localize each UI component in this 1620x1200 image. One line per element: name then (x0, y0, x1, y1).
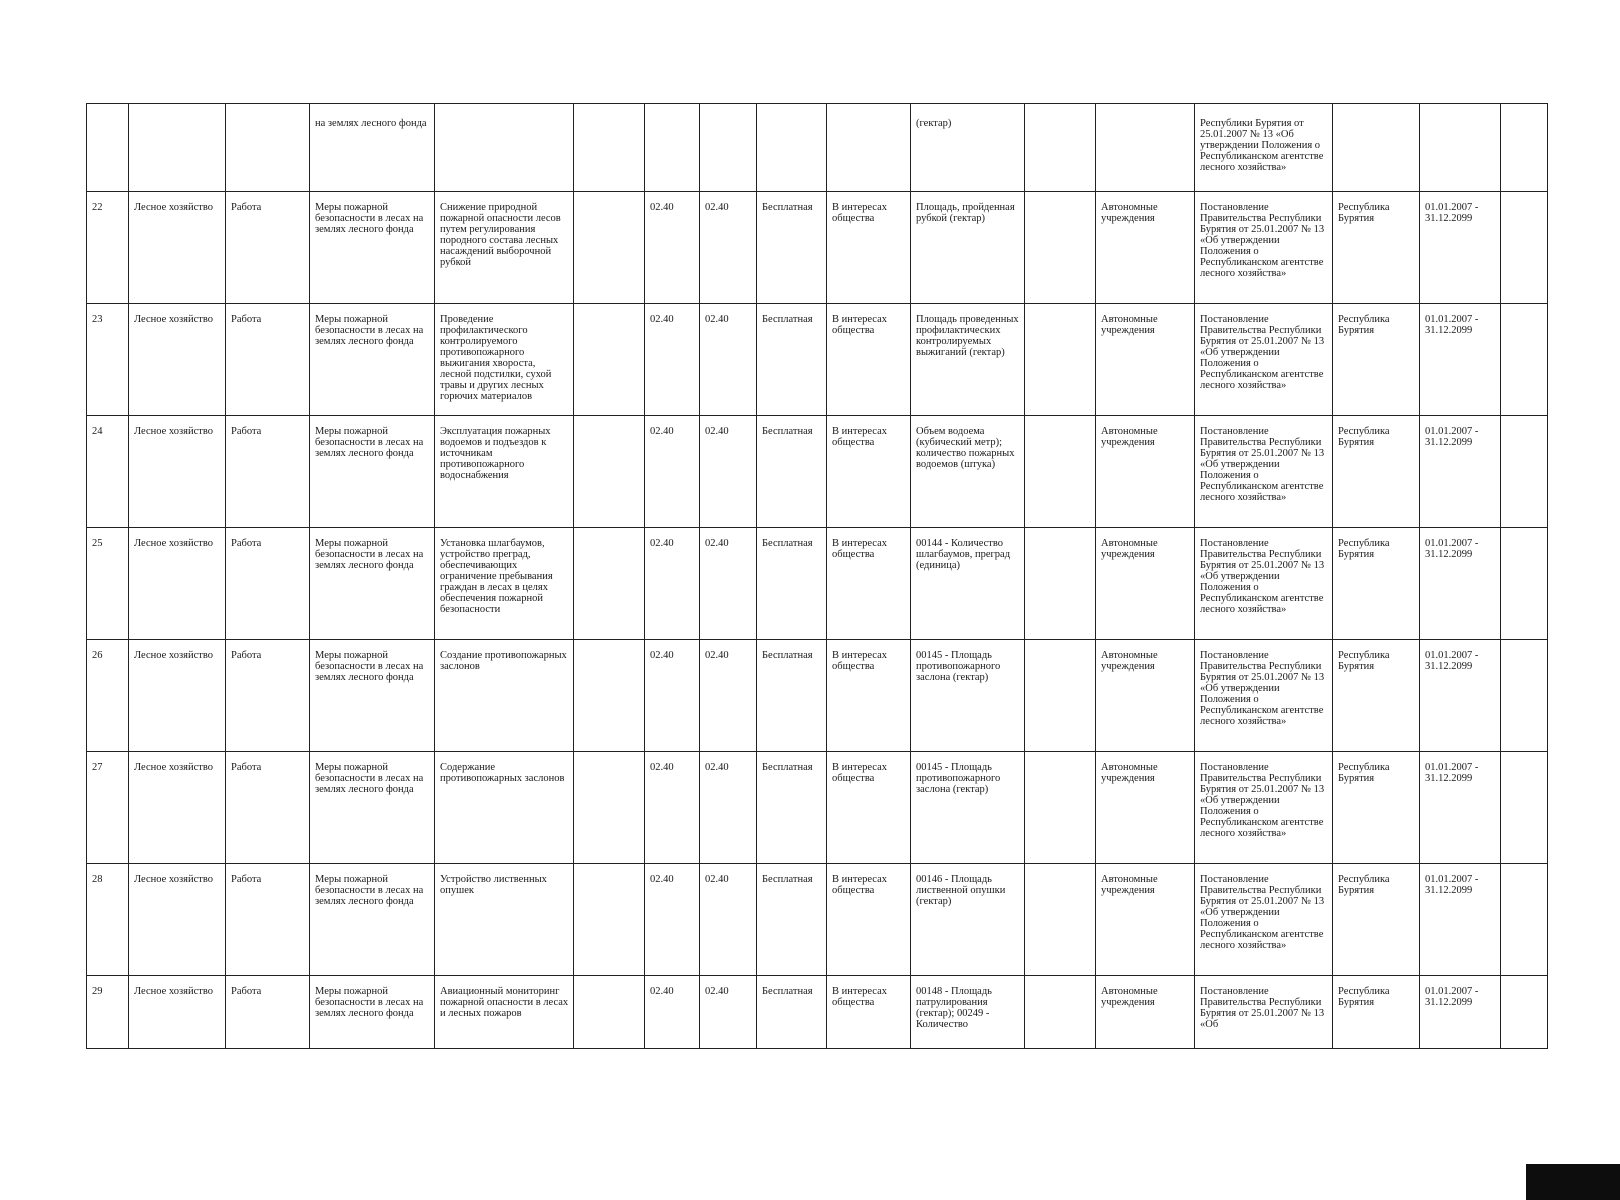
cell-institution: Автономные учреждения (1096, 528, 1195, 640)
cell-basis: Республики Бурятия от 25.01.2007 № 13 «Об утверждении Положения о Республиканском агентстве лесного хозяйства» (1195, 104, 1333, 192)
cell-interest: В интересах общества (827, 192, 911, 304)
cell-code2: 02.40 (700, 192, 757, 304)
cell-institution: Автономные учреждения (1096, 304, 1195, 416)
cell-empty (1501, 304, 1548, 416)
cell-sector: Лесное хозяйство (129, 528, 226, 640)
cell-kind: Работа (226, 864, 310, 976)
cell-name: Эксплуатация пожарных водоемов и подъездов к источникам противопожарного водоснабжения (435, 416, 574, 528)
cell-payment: Бесплатная (757, 640, 827, 752)
cell-interest: В интересах общества (827, 640, 911, 752)
cell-name: Создание противопожарных заслонов (435, 640, 574, 752)
cell-empty (574, 104, 645, 192)
cell-number: 25 (87, 528, 129, 640)
cell-code1: 02.40 (645, 304, 700, 416)
cell-kind: Работа (226, 528, 310, 640)
cell-empty (700, 104, 757, 192)
cell-group: Меры пожарной безопасности в лесах на землях лесного фонда (310, 864, 435, 976)
cell-indicator: 00146 - Площадь лиственной опушки (гектар) (911, 864, 1025, 976)
table-row (87, 976, 1548, 1049)
cell-period: 01.01.2007 - 31.12.2099 (1420, 976, 1501, 1049)
cell-period: 01.01.2007 - 31.12.2099 (1420, 192, 1501, 304)
cell-kind: Работа (226, 976, 310, 1049)
table-row (87, 864, 1548, 976)
cell-empty (1501, 752, 1548, 864)
cell-payment: Бесплатная (757, 528, 827, 640)
registry-table (86, 103, 1548, 1049)
cell-region: Республика Бурятия (1333, 976, 1420, 1049)
cell-number: 26 (87, 640, 129, 752)
cell-institution: Автономные учреждения (1096, 752, 1195, 864)
cell-basis: Постановление Правительства Республики Бурятия от 25.01.2007 № 13 «Об утверждении Положения о Республиканском агентстве лесного хозяйства» (1195, 192, 1333, 304)
cell-name: Проведение профилактического контролируемого противопожарного выжигания хвороста, лесной подстилки, сухой травы и других лесных горючих материалов (435, 304, 574, 416)
cell-payment: Бесплатная (757, 752, 827, 864)
cell-empty (1501, 976, 1548, 1049)
cell-institution: Автономные учреждения (1096, 864, 1195, 976)
cell-name: Устройство лиственных опушек (435, 864, 574, 976)
cell-period: 01.01.2007 - 31.12.2099 (1420, 528, 1501, 640)
cell-number: 22 (87, 192, 129, 304)
cell-period: 01.01.2007 - 31.12.2099 (1420, 304, 1501, 416)
cell-empty (226, 104, 310, 192)
cell-period: 01.01.2007 - 31.12.2099 (1420, 864, 1501, 976)
cell-number: 27 (87, 752, 129, 864)
table-row (87, 752, 1548, 864)
cell-basis: Постановление Правительства Республики Бурятия от 25.01.2007 № 13 «Об (1195, 976, 1333, 1049)
cell-name: Снижение природной пожарной опасности лесов путем регулирования породного состава лесных насаждений выборочной рубкой (435, 192, 574, 304)
cell-period: 01.01.2007 - 31.12.2099 (1420, 416, 1501, 528)
cell-period: 01.01.2007 - 31.12.2099 (1420, 640, 1501, 752)
cell-empty (1025, 192, 1096, 304)
cell-code2: 02.40 (700, 304, 757, 416)
cell-empty (1501, 104, 1548, 192)
cell-group: Меры пожарной безопасности в лесах на землях лесного фонда (310, 752, 435, 864)
cell-group: Меры пожарной безопасности в лесах на землях лесного фонда (310, 416, 435, 528)
cell-basis: Постановление Правительства Республики Бурятия от 25.01.2007 № 13 «Об утверждении Положения о Республиканском агентстве лесного хозяйства» (1195, 528, 1333, 640)
cell-code1: 02.40 (645, 864, 700, 976)
cell-basis: Постановление Правительства Республики Бурятия от 25.01.2007 № 13 «Об утверждении Положения о Республиканском агентстве лесного хозяйства» (1195, 752, 1333, 864)
cell-interest: В интересах общества (827, 864, 911, 976)
cell-name: Содержание противопожарных заслонов (435, 752, 574, 864)
cell-interest: В интересах общества (827, 416, 911, 528)
cell-payment: Бесплатная (757, 304, 827, 416)
scan-corner-mark (1526, 1164, 1620, 1200)
cell-institution: Автономные учреждения (1096, 416, 1195, 528)
table-row (87, 640, 1548, 752)
cell-indicator: 00148 - Площадь патрулирования (гектар); 00249 - Количество (911, 976, 1025, 1049)
cell-interest: В интересах общества (827, 752, 911, 864)
cell-code1: 02.40 (645, 640, 700, 752)
cell-empty (574, 416, 645, 528)
cell-empty (1501, 528, 1548, 640)
cell-group: Меры пожарной безопасности в лесах на землях лесного фонда (310, 976, 435, 1049)
cell-code1: 02.40 (645, 528, 700, 640)
cell-group: Меры пожарной безопасности в лесах на землях лесного фонда (310, 304, 435, 416)
cell-empty (1025, 640, 1096, 752)
cell-sector: Лесное хозяйство (129, 752, 226, 864)
table-row (87, 304, 1548, 416)
cell-sector: Лесное хозяйство (129, 304, 226, 416)
cell-code1: 02.40 (645, 416, 700, 528)
cell-region: Республика Бурятия (1333, 192, 1420, 304)
cell-empty (645, 104, 700, 192)
cell-number: 28 (87, 864, 129, 976)
cell-basis: Постановление Правительства Республики Бурятия от 25.01.2007 № 13 «Об утверждении Положения о Республиканском агентстве лесного хозяйства» (1195, 640, 1333, 752)
cell-region: Республика Бурятия (1333, 752, 1420, 864)
cell-interest: В интересах общества (827, 304, 911, 416)
cell-code1: 02.40 (645, 752, 700, 864)
cell-indicator: 00145 - Площадь противопожарного заслона (гектар) (911, 640, 1025, 752)
cell-indicator: 00144 - Количество шлагбаумов, преград (единица) (911, 528, 1025, 640)
cell-basis: Постановление Правительства Республики Бурятия от 25.01.2007 № 13 «Об утверждении Положения о Республиканском агентстве лесного хозяйства» (1195, 416, 1333, 528)
cell-kind: Работа (226, 416, 310, 528)
cell-empty (1025, 528, 1096, 640)
cell-basis: Постановление Правительства Республики Бурятия от 25.01.2007 № 13 «Об утверждении Положения о Республиканском агентстве лесного хозяйства» (1195, 304, 1333, 416)
cell-empty (1096, 104, 1195, 192)
cell-indicator: Объем водоема (кубический метр); количество пожарных водоемов (штука) (911, 416, 1025, 528)
cell-empty (757, 104, 827, 192)
cell-code1: 02.40 (645, 976, 700, 1049)
cell-sector: Лесное хозяйство (129, 864, 226, 976)
cell-empty (1501, 640, 1548, 752)
cell-empty (87, 104, 129, 192)
cell-empty (1025, 864, 1096, 976)
cell-payment: Бесплатная (757, 192, 827, 304)
table-row (87, 416, 1548, 528)
cell-code2: 02.40 (700, 752, 757, 864)
cell-empty (574, 640, 645, 752)
cell-empty (1501, 192, 1548, 304)
cell-code2: 02.40 (700, 640, 757, 752)
cell-code1: 02.40 (645, 192, 700, 304)
continuation-row (87, 104, 1548, 192)
cell-empty (574, 528, 645, 640)
cell-empty (1025, 104, 1096, 192)
cell-code2: 02.40 (700, 976, 757, 1049)
cell-empty (1025, 752, 1096, 864)
cell-number: 29 (87, 976, 129, 1049)
cell-empty (574, 304, 645, 416)
cell-basis: Постановление Правительства Республики Бурятия от 25.01.2007 № 13 «Об утверждении Положения о Республиканском агентстве лесного хозяйства» (1195, 864, 1333, 976)
cell-code2: 02.40 (700, 528, 757, 640)
cell-sector: Лесное хозяйство (129, 192, 226, 304)
cell-empty (129, 104, 226, 192)
cell-empty (574, 976, 645, 1049)
cell-group: Меры пожарной безопасности в лесах на землях лесного фонда (310, 528, 435, 640)
cell-empty (1333, 104, 1420, 192)
cell-sector: Лесное хозяйство (129, 640, 226, 752)
cell-code2: 02.40 (700, 864, 757, 976)
cell-sector: Лесное хозяйство (129, 416, 226, 528)
cell-period: 01.01.2007 - 31.12.2099 (1420, 752, 1501, 864)
cell-empty (1025, 976, 1096, 1049)
cell-indicator: (гектар) (911, 104, 1025, 192)
cell-name: Авиационный мониторинг пожарной опасности в лесах и лесных пожаров (435, 976, 574, 1049)
cell-interest: В интересах общества (827, 528, 911, 640)
cell-region: Республика Бурятия (1333, 864, 1420, 976)
cell-kind: Работа (226, 640, 310, 752)
cell-kind: Работа (226, 752, 310, 864)
cell-name: Установка шлагбаумов, устройство преград, обеспечивающих ограничение пребывания граждан в лесах в целях обеспечения пожарной безопасности (435, 528, 574, 640)
cell-group: Меры пожарной безопасности в лесах на землях лесного фонда (310, 192, 435, 304)
cell-number: 24 (87, 416, 129, 528)
table-row (87, 192, 1548, 304)
cell-empty (574, 752, 645, 864)
cell-sector: Лесное хозяйство (129, 976, 226, 1049)
cell-institution: Автономные учреждения (1096, 976, 1195, 1049)
cell-empty (1025, 416, 1096, 528)
cell-indicator: 00145 - Площадь противопожарного заслона (гектар) (911, 752, 1025, 864)
cell-payment: Бесплатная (757, 416, 827, 528)
cell-empty (1025, 304, 1096, 416)
cell-empty (574, 864, 645, 976)
cell-empty (1420, 104, 1501, 192)
cell-payment: Бесплатная (757, 864, 827, 976)
cell-region: Республика Бурятия (1333, 640, 1420, 752)
cell-region: Республика Бурятия (1333, 304, 1420, 416)
cell-kind: Работа (226, 192, 310, 304)
cell-institution: Автономные учреждения (1096, 640, 1195, 752)
cell-empty (827, 104, 911, 192)
cell-interest: В интересах общества (827, 976, 911, 1049)
cell-indicator: Площадь, пройденная рубкой (гектар) (911, 192, 1025, 304)
cell-empty (1501, 864, 1548, 976)
cell-indicator: Площадь проведенных профилактических контролируемых выжиганий (гектар) (911, 304, 1025, 416)
cell-empty (574, 192, 645, 304)
cell-group: Меры пожарной безопасности в лесах на землях лесного фонда (310, 640, 435, 752)
cell-number: 23 (87, 304, 129, 416)
cell-code2: 02.40 (700, 416, 757, 528)
cell-group: на землях лесного фонда (310, 104, 435, 192)
cell-payment: Бесплатная (757, 976, 827, 1049)
cell-empty (435, 104, 574, 192)
cell-region: Республика Бурятия (1333, 416, 1420, 528)
cell-empty (1501, 416, 1548, 528)
cell-institution: Автономные учреждения (1096, 192, 1195, 304)
cell-kind: Работа (226, 304, 310, 416)
cell-region: Республика Бурятия (1333, 528, 1420, 640)
table-row (87, 528, 1548, 640)
